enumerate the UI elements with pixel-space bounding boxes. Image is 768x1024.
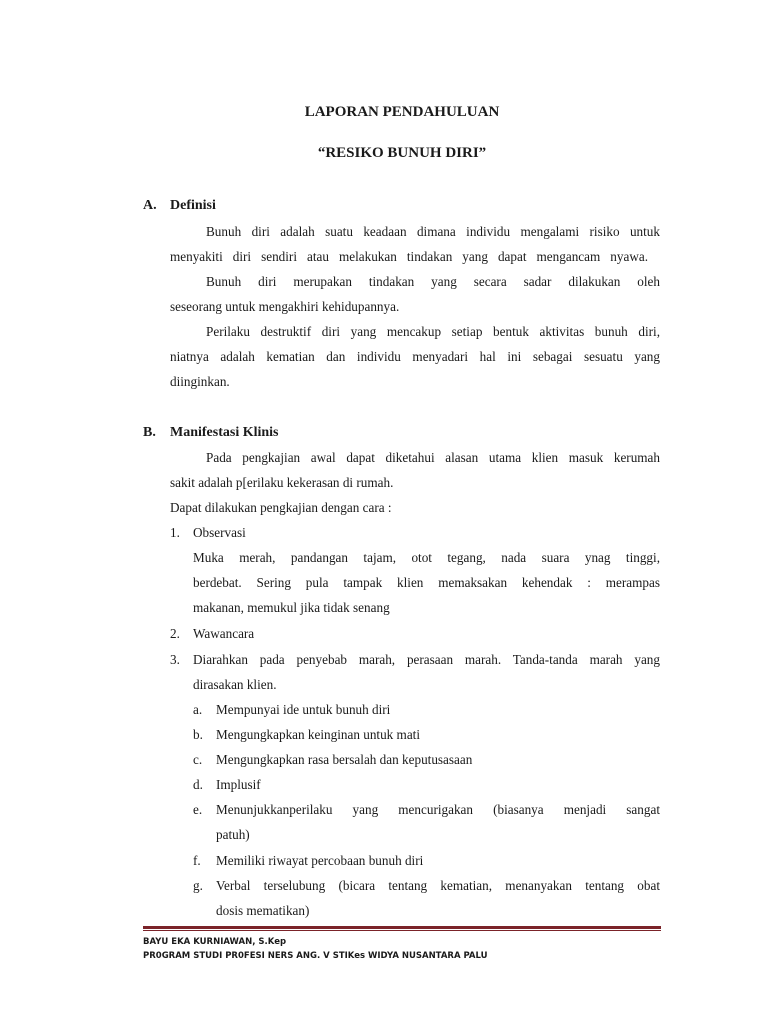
- sublist-mark: d.: [193, 777, 203, 792]
- footer-rule: [143, 926, 661, 929]
- paragraph-line: niatnya adalah kematian dan individu menyadari hal ini sebagai sesuatu yang: [170, 349, 660, 364]
- sublist-item: Memiliki riwayat percobaan bunuh diri: [216, 853, 424, 868]
- list-item-detail: Muka merah, pandangan tajam, otot tegang, nada suara ynag tinggi,: [193, 550, 660, 565]
- section-a-heading: [143, 198, 216, 214]
- sublist-mark: b.: [193, 727, 203, 742]
- paragraph-line: Pada pengkajian awal dapat diketahui alasan utama klien masuk kerumah: [206, 450, 660, 465]
- paragraph-line: menyakiti diri sendiri atau melakukan tindakan yang dapat mengancam nyawa.: [170, 249, 648, 264]
- footer-author: BAYU EKA KURNIAWAN, S.Kep: [143, 937, 287, 947]
- section-b-heading: [143, 425, 279, 441]
- paragraph-line: Bunuh diri merupakan tindakan yang secara sadar dilakukan oleh: [206, 274, 660, 289]
- sublist-item: patuh): [216, 827, 250, 842]
- sublist-mark: c.: [193, 752, 203, 767]
- sublist-item: Mempunyai ide untuk bunuh diri: [216, 702, 391, 717]
- list-item-label: Diarahkan pada penyebab marah, perasaan marah. Tanda-tanda marah yang: [193, 652, 660, 667]
- sublist-item: Implusif: [216, 777, 261, 792]
- sublist-item: Mengungkapkan keinginan untuk mati: [216, 727, 421, 742]
- section-b-letter: B.: [143, 425, 156, 440]
- list-item-label: Observasi: [193, 525, 246, 540]
- list-item-detail: berdebat. Sering pula tampak klien memaksakan kehendak : merampas: [193, 575, 660, 590]
- sublist-item: dosis mematikan): [216, 903, 310, 918]
- sublist-item: Mengungkapkan rasa bersalah dan keputusasaan: [216, 752, 473, 767]
- paragraph-line: seseorang untuk mengakhiri kehidupannya.: [170, 299, 400, 314]
- paragraph-line: diinginkan.: [170, 374, 230, 389]
- paragraph-line: sakit adalah p[erilaku kekerasan di rumah.: [170, 475, 394, 490]
- list-number: 1.: [170, 525, 180, 540]
- paragraph-line: Bunuh diri adalah suatu keadaan dimana individu mengalami risiko untuk: [206, 224, 660, 239]
- sublist-mark: g.: [193, 878, 203, 893]
- list-number: 3.: [170, 652, 180, 667]
- paragraph-line: Perilaku destruktif diri yang mencakup setiap bentuk aktivitas bunuh diri,: [206, 324, 660, 339]
- list-item-label: dirasakan klien.: [193, 677, 277, 692]
- section-b-title: Manifestasi Klinis: [170, 425, 279, 440]
- section-a-letter: A.: [143, 198, 157, 213]
- sublist-item: Verbal terselubung (bicara tentang kematian, menanyakan tentang obat: [216, 878, 660, 893]
- list-item-label: Wawancara: [193, 626, 255, 641]
- document-subtitle: “RESIKO BUNUH DIRI”: [317, 145, 487, 161]
- list-number: 2.: [170, 626, 180, 641]
- document-title: LAPORAN PENDAHULUAN: [304, 104, 500, 120]
- list-item-detail: makanan, memukul jika tidak senang: [193, 600, 390, 615]
- paragraph-line: Dapat dilakukan pengkajian dengan cara :: [170, 500, 392, 515]
- footer-program: PR0GRAM STUDI PR0FESI NERS ANG. V STIKes WIDYA NUSANTARA PALU: [143, 951, 488, 961]
- sublist-mark: a.: [193, 702, 203, 717]
- sublist-mark: e.: [193, 802, 203, 817]
- section-a-title: Definisi: [170, 198, 216, 213]
- footer-rule-thin: [143, 930, 661, 931]
- sublist-mark: f.: [193, 853, 201, 868]
- sublist-item: Menunjukkanperilaku yang mencurigakan (biasanya menjadi sangat: [216, 802, 660, 817]
